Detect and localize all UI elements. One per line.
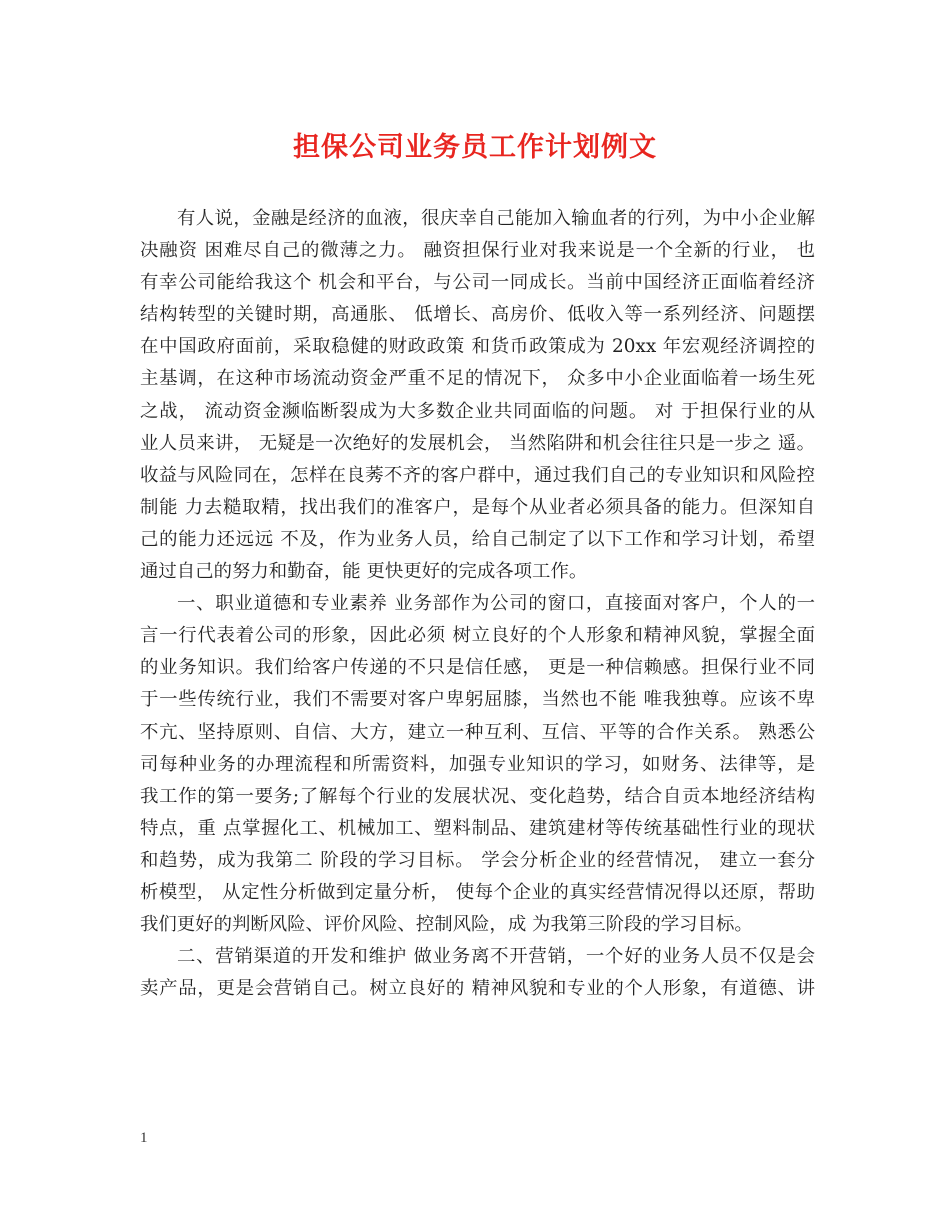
page-number: 1 <box>140 1130 148 1146</box>
text-line: 有人说，金融是经济的血液，很庆幸自己能加入输血者的行列，为中小企业解 <box>177 208 815 229</box>
text-line: 在中国政府面前，采取稳健的财政政策 和货币政策成为 20xx 年宏观经济调控的 <box>140 336 815 358</box>
text-line: 特点，重 点掌握化工、机械加工、塑料制品、建筑建材等传统基础性行业的现状 <box>140 817 815 839</box>
text-line: 析模型， 从定性分析做到定量分析， 使每个企业的真实经营情况得以还原，帮助 <box>140 881 815 903</box>
text-line: 我工作的第一要务;了解每个行业的发展状况、变化趋势，结合自贡本地经济结构 <box>140 785 815 807</box>
text-line: 二、营销渠道的开发和维护 做业务离不开营销，一个好的业务人员不仅是会 <box>177 946 815 968</box>
text-line: 决融资 困难尽自己的微薄之力。 融资担保行业对我来说是一个全新的行业， 也 <box>140 240 815 262</box>
text-line: 卖产品，更是会营销自己。树立良好的 精神风貌和专业的个人形象，有道德、讲 <box>140 978 815 1000</box>
text-line: 己的能力还远远 不及，作为业务人员，给自己制定了以下工作和学习计划，希望 <box>140 528 815 550</box>
text-line: 收益与风险同在，怎样在良莠不齐的客户群中，通过我们自己的专业知识和风险控 <box>140 464 815 486</box>
text-line: 结构转型的关键时期，高通胀、 低增长、高房价、低收入等一系列经济、问题摆 <box>140 304 815 326</box>
text-line: 的业务知识。我们给客户传递的不只是信任感， 更是一种信赖感。担保行业不同 <box>140 657 815 679</box>
document-title: 担保公司业务员工作计划例文 <box>293 132 657 163</box>
text-line: 主基调，在这种市场流动资金严重不足的情况下， 众多中小企业面临着一场生死 <box>140 368 815 390</box>
text-line: 和趋势，成为我第二 阶段的学习目标。 学会分析企业的经营情况， 建立一套分 <box>140 849 815 871</box>
text-line: 通过自己的努力和勤奋，能 更快更好的完成各项工作。 <box>140 561 588 583</box>
text-line: 一、职业道德和专业素养 业务部作为公司的窗口，直接面对客户，个人的一 <box>177 593 815 615</box>
document-body <box>140 203 815 1005</box>
text-line: 言一行代表着公司的形象，因此必须 树立良好的个人形象和精神风貌，掌握全面 <box>140 625 815 647</box>
text-line: 业人员来讲， 无疑是一次绝好的发展机会， 当然陷阱和机会往往只是一步之 遥。 <box>140 432 815 454</box>
text-line: 之战， 流动资金濒临断裂成为大多数企业共同面临的问题。 对 于担保行业的从 <box>140 400 815 422</box>
text-line: 有幸公司能给我这个 机会和平台，与公司一同成长。当前中国经济正面临着经济 <box>140 272 815 294</box>
text-line: 不亢、坚持原则、自信、大方，建立一种互利、互信、平等的合作关系。 熟悉公 <box>140 721 815 743</box>
text-line: 司每种业务的办理流程和所需资料，加强专业知识的学习，如财务、法律等，是 <box>140 753 815 775</box>
text-line: 于一些传统行业，我们不需要对客户卑躬屈膝，当然也不能 唯我独尊。应该不卑 <box>140 689 815 711</box>
text-line: 制能 力去糙取精，找出我们的准客户，是每个从业者必须具备的能力。但深知自 <box>140 496 815 518</box>
text-line: 我们更好的判断风险、评价风险、控制风险，成 为我第三阶段的学习目标。 <box>140 914 753 936</box>
